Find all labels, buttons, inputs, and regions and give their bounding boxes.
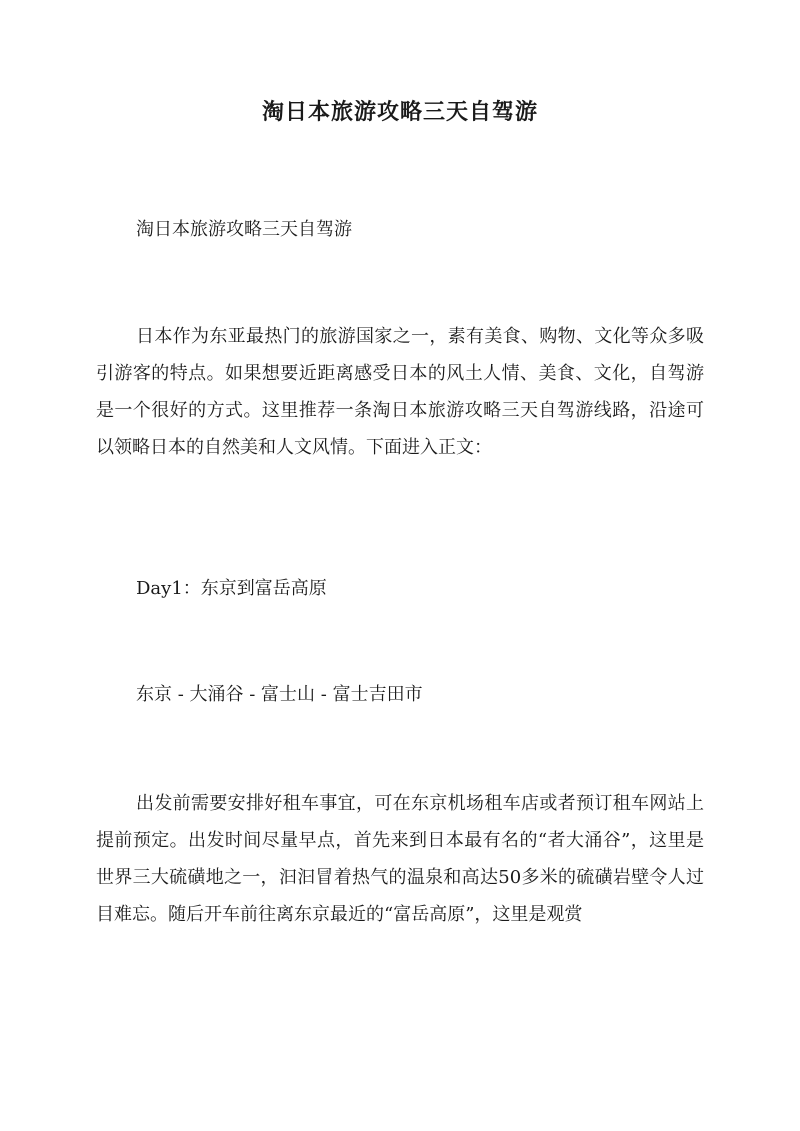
document-subtitle: 淘日本旅游攻略三天自驾游 bbox=[136, 219, 352, 240]
day1-body-paragraph: 出发前需要安排好租车事宜，可在东京机场租车店或者预订租车网站上提前预定。出发时间尽量早点，首先来到日本最有名的“者大涌谷”，这里是世界三大硫磺地之一，汩汩冒着热气的温泉和高达50多米的硫磺岩壁令人过目难忘。随后开车前往离东京最近的“富岳高原”，这里是观赏 bbox=[96, 793, 704, 925]
day1-heading: Day1：东京到富岳高原 bbox=[136, 578, 327, 599]
day1-route: 东京 - 大涌谷 - 富士山 - 富士吉田市 bbox=[136, 684, 423, 705]
document-title: 淘日本旅游攻略三天自驾游 bbox=[261, 99, 538, 125]
intro-paragraph: 日本作为东亚最热门的旅游国家之一，素有美食、购物、文化等众多吸引游客的特点。如果想要近距离感受日本的风土人情、美食、文化，自驾游是一个很好的方式。这里推荐一条淘日本旅游攻略三天自驾游线路，沿途可以领略日本的自然美和人文风情。下面进入正文： bbox=[96, 326, 704, 458]
